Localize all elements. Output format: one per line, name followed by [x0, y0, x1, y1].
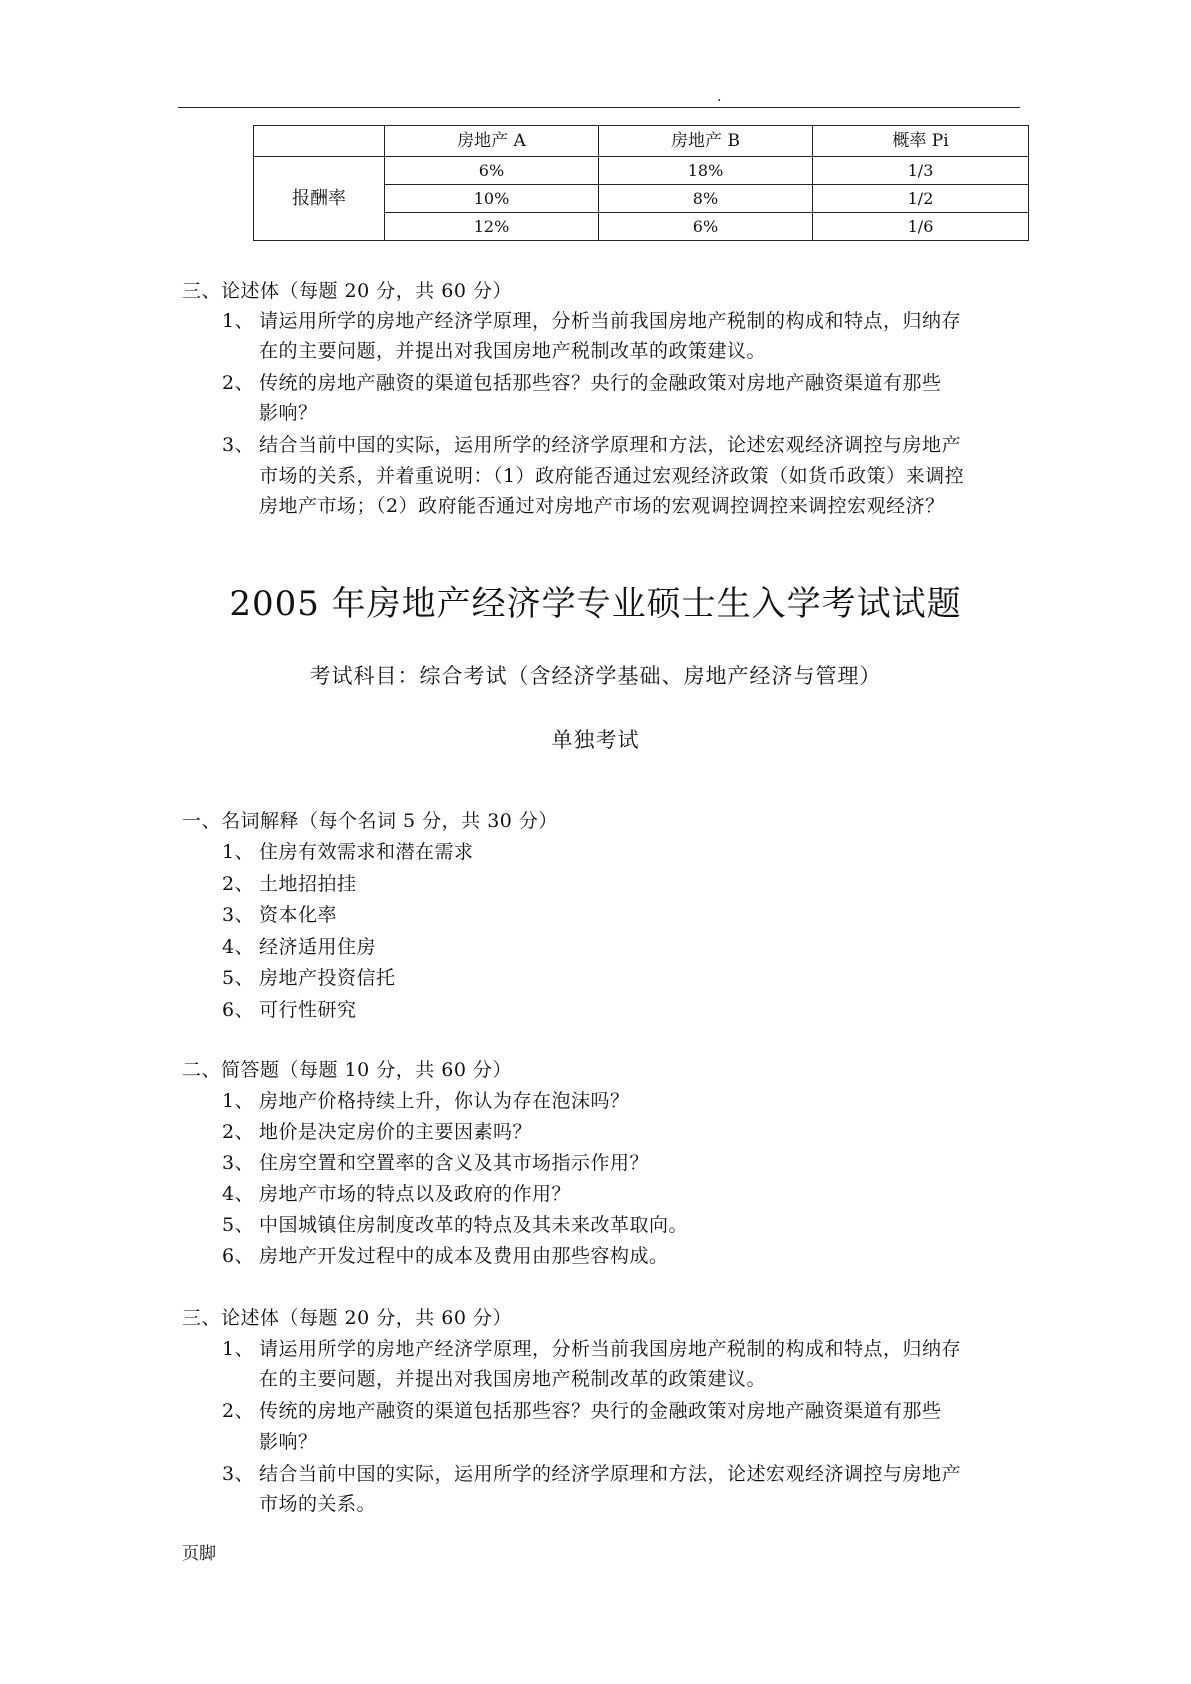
- question-text: 中国城镇住房制度改革的特点及其未来改革取向。: [259, 1214, 689, 1236]
- table-header-cell: 房地产 A: [385, 126, 599, 157]
- question-number: 4、: [222, 1183, 255, 1205]
- question-number: 6、: [222, 1245, 255, 1267]
- question-text: 经济适用住房: [259, 936, 377, 958]
- question-text: 传统的房地产融资的渠道包括那些容？央行的金融政策对房地产融资渠道有那些: [259, 1400, 942, 1422]
- question-number: 5、: [222, 1214, 255, 1236]
- question-text: 房地产市场的特点以及政府的作用？: [259, 1183, 572, 1205]
- header-rule: [178, 107, 1020, 108]
- section-heading: 一、名词解释（每个名词 5 分，共 30 分）: [182, 810, 558, 832]
- question-number: 3、: [222, 1463, 255, 1485]
- table-row: [254, 157, 1029, 185]
- question-text: 结合当前中国的实际，运用所学的经济学原理和方法，论述宏观经济调控与房地产: [259, 1463, 962, 1485]
- table-cell: 6%: [599, 213, 813, 241]
- question-text: 影响？: [259, 1431, 318, 1453]
- question-text: 在的主要问题，并提出对我国房地产税制改革的政策建议。: [259, 1368, 767, 1390]
- question-number: 3、: [222, 904, 255, 926]
- question-text: 在的主要问题，并提出对我国房地产税制改革的政策建议。: [259, 340, 767, 362]
- question-text: 土地招拍挂: [259, 873, 357, 895]
- table-cell: 10%: [385, 185, 599, 213]
- table-cell: 8%: [599, 185, 813, 213]
- question-text: 请运用所学的房地产经济学原理，分析当前我国房地产税制的构成和特点，归纳存: [259, 1338, 962, 1360]
- question-text: 影响？: [259, 402, 318, 424]
- table-cell: 1/3: [813, 157, 1029, 185]
- question-text: 住房空置和空置率的含义及其市场指示作用？: [259, 1152, 650, 1174]
- table-header-cell: 概率 Pi: [813, 126, 1029, 157]
- question-number: 2、: [222, 372, 255, 394]
- question-text: 房地产开发过程中的成本及费用由那些容构成。: [259, 1245, 669, 1267]
- question-text: 传统的房地产融资的渠道包括那些容？央行的金融政策对房地产融资渠道有那些: [259, 372, 942, 394]
- question-text: 房地产投资信托: [259, 967, 396, 989]
- question-text: 请运用所学的房地产经济学原理，分析当前我国房地产税制的构成和特点，归纳存: [259, 310, 962, 332]
- question-number: 6、: [222, 999, 255, 1021]
- table-row-label: 报酬率: [254, 157, 385, 241]
- question-text: 可行性研究: [259, 999, 357, 1021]
- question-number: 3、: [222, 1152, 255, 1174]
- question-text: 住房有效需求和潜在需求: [259, 841, 474, 863]
- table-header-cell: 房地产 B: [599, 126, 813, 157]
- header-mark: .: [717, 89, 722, 105]
- question-number: 1、: [222, 1090, 255, 1112]
- question-number: 1、: [222, 1338, 255, 1360]
- exam-subject: 考试科目：综合考试（含经济学基础、房地产经济与管理）: [309, 664, 882, 688]
- question-number: 1、: [222, 841, 255, 863]
- page-footer: 页脚: [182, 1544, 216, 1564]
- question-text: 房地产价格持续上升，你认为存在泡沫吗？: [259, 1090, 630, 1112]
- question-number: 5、: [222, 967, 255, 989]
- question-text: 市场的关系。: [259, 1493, 377, 1515]
- question-number: 4、: [222, 936, 255, 958]
- table-header-cell: [254, 126, 385, 157]
- table-cell: 18%: [599, 157, 813, 185]
- table-header-row: [254, 126, 1029, 157]
- table-cell: 1/6: [813, 213, 1029, 241]
- question-number: 2、: [222, 873, 255, 895]
- section-heading: 二、简答题（每题 10 分，共 60 分）: [182, 1059, 513, 1081]
- question-number: 1、: [222, 310, 255, 332]
- question-number: 2、: [222, 1400, 255, 1422]
- section-heading: 三、论述体（每题 20 分，共 60 分）: [182, 280, 513, 302]
- question-text: 地价是决定房价的主要因素吗？: [259, 1121, 533, 1143]
- table-cell: 6%: [385, 157, 599, 185]
- table-cell: 12%: [385, 213, 599, 241]
- question-text: 市场的关系，并着重说明：（1）政府能否通过宏观经济政策（如货币政策）来调控: [259, 465, 965, 487]
- question-text: 房地产市场；（2）政府能否通过对房地产市场的宏观调控调控来调控宏观经济？: [259, 495, 945, 517]
- question-number: 2、: [222, 1121, 255, 1143]
- question-number: 3、: [222, 434, 255, 456]
- return-table: [253, 125, 1029, 241]
- page-title: 2005 年房地产经济学专业硕士生入学考试试题: [229, 584, 962, 624]
- table-cell: 1/2: [813, 185, 1029, 213]
- question-text: 资本化率: [259, 904, 338, 926]
- question-text: 结合当前中国的实际，运用所学的经济学原理和方法，论述宏观经济调控与房地产: [259, 434, 962, 456]
- section-heading: 三、论述体（每题 20 分，共 60 分）: [182, 1307, 513, 1329]
- exam-type: 单独考试: [551, 728, 640, 752]
